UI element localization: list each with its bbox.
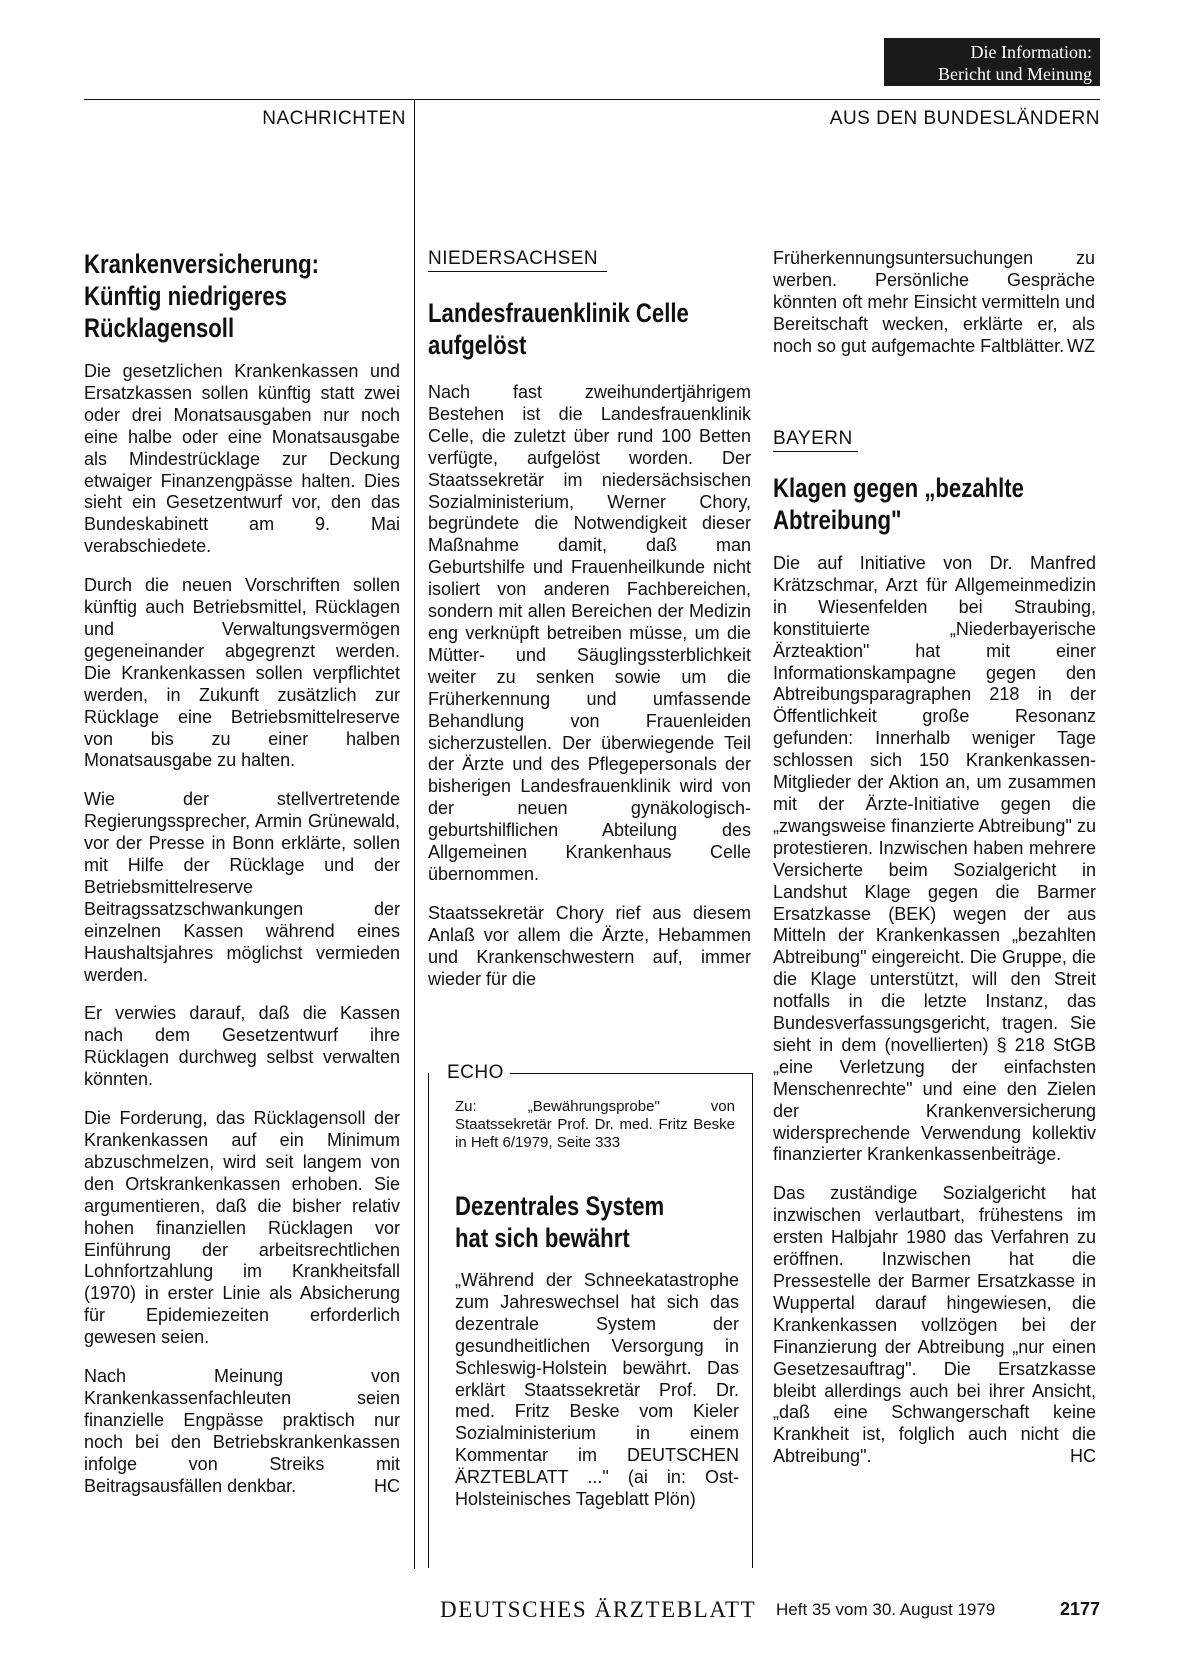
article-1-last-paragraph — [84, 1366, 400, 1497]
header-rule — [84, 99, 1100, 100]
article-1-paragraph: Durch die neuen Vorschriften sollen künftig auch Betriebsmittel, Rücklagen und Verwaltungsvermögen gegeneinander abgegrenzt werden. Die Krankenkassen sollen verpflichtet werden, in Zukunft zusätzlich zur Rücklage eine Betriebsmittelreserve von bis zu einer halben Monatsausgabe zu halten. — [84, 575, 400, 771]
echo-title: Dezentrales System hat sich bewährt — [455, 1191, 665, 1253]
article-2-continuation — [773, 248, 1095, 358]
echo-label: ECHO — [441, 1062, 510, 1084]
section-label-left: NACHRICHTEN — [262, 108, 406, 129]
article-2-region: NIEDERSACHSEN — [428, 248, 599, 269]
article-2-paragraph: Nach fast zweihundertjährigem Bestehen ist die Landesfrauenklinik Celle, die zuletzt über rund 100 Betten verfügte, aufgelöst worden. Der Staatssekretär im niedersächsischen Sozialministerium, Werner Chory, begründete die Notwendigkeit dieser Maßnahme damit, daß man Geburtshilfe und Frauenheilkunde nicht isoliert von anderen Fachbereichen, sondern mit allen Bereichen der Medizin eng verknüpft betreiben müsse, um die Mütter- und Säuglingssterblichkeit weiter zu senken sowie um die Früherkennung und umfassende Behandlung von Frauenleiden sicherzustellen. Der überwiegende Teil der Ärzte und des Pflegepersonals der bisherigen Landesfrauenklinik wird von der neuen gynäkologisch-geburtshilflichen Abteilung des Allgemeinen Krankenhaus Celle übernommen. — [428, 382, 751, 884]
article-1-paragraph: Die gesetzlichen Krankenkassen und Ersatzkassen sollen künftig statt zwei oder drei Monatsausgaben nur noch eine halbe oder eine Monatsausgabe als Mindestrücklage zur Deckung etwaiger Finanzengpässe halten. Dies sieht ein Gesetzentwurf vor, den das Bundeskabinett am 9. Mai verabschiedete. — [84, 361, 400, 557]
article-1-title: Krankenversicherung: Künftig niedrigeres Rücklagensoll — [84, 249, 320, 343]
article-3-paragraph: Die auf Initiative von Dr. Manfred Krätzschmar, Arzt für Allgemeinmedizin in Wiesenfelden bei Straubing, konstituierte „Niederbayerische Ärzteaktion" hat mit einer Informationskampagne gegen den Abtreibungsparagraphen 218 in der Öffentlichkeit große Resonanz gefunden: Innerhalb weniger Tage schlossen sich 150 Krankenkassen-Mitglieder der Aktion an, um zusammen mit der Ärzte-Initiative gegen die „zwangsweise finanzierte Abtreibung" zu protestieren. Inzwischen haben mehrere Versicherte beim Sozialgericht in Landshut Klage gegen die Barmer Ersatzkasse (BEK) wegen der aus Mitteln der Krankenkassen „bezahlten Abtreibung" eingereicht. Die Gruppe, die die Klage unterstützt, will den Streit notfalls in die letzte Instanz, das Bundesverfassungsgericht, tragen. Sie sieht in dem (novellierten) § 218 StGB „eine Verletzung der einfachsten Menschenrechte" und eine den Zielen der Krankenversicherung widersprechende Verwendung kollektiv finanzierter Krankenkassenbeiträge. — [773, 553, 1096, 1165]
article-1-signature: HC — [374, 1475, 400, 1496]
echo-box-right — [752, 1073, 753, 1568]
article-1-paragraph: Die Forderung, das Rücklagensoll der Krankenkassen auf ein Minimum abzuschmelzen, wird seit langem von den Ortskrankenkassen erhoben. Sie argumentieren, daß die bisher relativ hohen finanziellen Rücklagen vor Einführung der arbeitsrechtlichen Lohnfortzahlung im Krankheitsfall (1970) in erster Linie als Absicherung für Epidemiezeiten erforderlich gewesen seien. — [84, 1108, 400, 1348]
article-2-continuation-text: Früherkennungsuntersuchungen zu werben. Persönliche Gespräche könnten oft mehr Einsicht vermitteln und Bereitschaft wecken, erklärte er, als noch so gut aufgemachte Faltblätter. — [773, 248, 1095, 356]
article-2-signature: WZ — [1067, 335, 1095, 356]
region-underline — [773, 451, 858, 452]
footer-issue: Heft 35 vom 30. August 1979 — [776, 1600, 996, 1619]
footer-magazine: DEUTSCHES ÄRZTEBLATT — [440, 1597, 757, 1622]
column-divider — [414, 99, 415, 1569]
article-2-body — [428, 382, 751, 990]
article-1-body — [84, 361, 400, 1498]
article-3-signature: HC — [1070, 1446, 1096, 1467]
article-2-last-paragraph — [773, 248, 1095, 358]
article-3-region: BAYERN — [773, 428, 853, 449]
article-1-paragraph: Nach Meinung von Krankenkassenfachleuten seien finanzielle Engpässe praktisch nur noch bei den Betriebskrankenkassen infolge von Streiks mit Beitragsausfällen denkbar. — [84, 1366, 400, 1496]
echo-text: „Während der Schneekatastrophe zum Jahreswechsel hat sich das dezentrale System der gesundheitlichen Versorgung in Schleswig-Holstein bewährt. Das erklärt Staatssekretär Prof. Dr. med. Fritz Beske vom Kieler Sozialministerium in einem Kommentar im DEUTSCHEN ÄRZTEBLATT ..." (ai in: Ost-Holsteinisches Tageblatt Plön) — [455, 1270, 739, 1510]
section-label-right: AUS DEN BUNDESLÄNDERN — [829, 108, 1100, 129]
echo-box-top — [506, 1073, 752, 1074]
article-2-paragraph: Staatssekretär Chory rief aus diesem Anlaß vor allem die Ärzte, Hebammen und Krankenschwestern auf, immer wieder für die — [428, 902, 751, 989]
article-1-paragraph: Er verwies darauf, daß die Kassen nach dem Gesetzentwurf ihre Rücklagen durchweg selbst verwalten könnten. — [84, 1003, 400, 1090]
article-1-paragraph: Wie der stellvertretende Regierungssprecher, Armin Grünewald, vor der Presse in Bonn erklärte, sollen mit Hilfe der Rücklage und der Betriebsmittelreserve Beitragssatzschwankungen der einzelnen Kassen während eines Haushaltsjahres möglichst vermieden werden. — [84, 789, 400, 985]
badge-line-1: Die Information: — [970, 42, 1092, 62]
section-badge — [884, 38, 1100, 86]
article-3-last-paragraph — [773, 1183, 1096, 1468]
article-3-paragraph: Das zuständige Sozialgericht hat inzwischen verlautbart, frühestens im ersten Halbjahr 1980 das Verfahren zu eröffnen. Inzwischen hat die Pressestelle der Barmer Ersatzkasse in Wuppertal darauf hingewiesen, die Krankenkassen vollzögen bei der Finanzierung der Abtreibung „nur einen Gesetzesauftrag". Die Ersatzkasse bleibt allerdings auch bei ihrer Ansicht, „daß eine Schwangerschaft keine Krankheit ist, folglich auch nicht die Abtreibung". — [773, 1183, 1096, 1467]
article-3-title: Klagen gegen „bezahlte Abtreibung" — [773, 473, 1024, 535]
echo-reference: Zu: „Bewährungsprobe" von Staatssekretär Prof. Dr. med. Fritz Beske in Heft 6/1979, Seite 333 — [455, 1098, 735, 1151]
article-2-title: Landesfrauenklinik Celle aufgelöst — [428, 298, 689, 360]
article-3-body — [773, 553, 1096, 1468]
page-number: 2177 — [1060, 1599, 1101, 1619]
region-underline — [428, 271, 607, 272]
badge-line-2: Bericht und Meinung — [938, 64, 1092, 84]
